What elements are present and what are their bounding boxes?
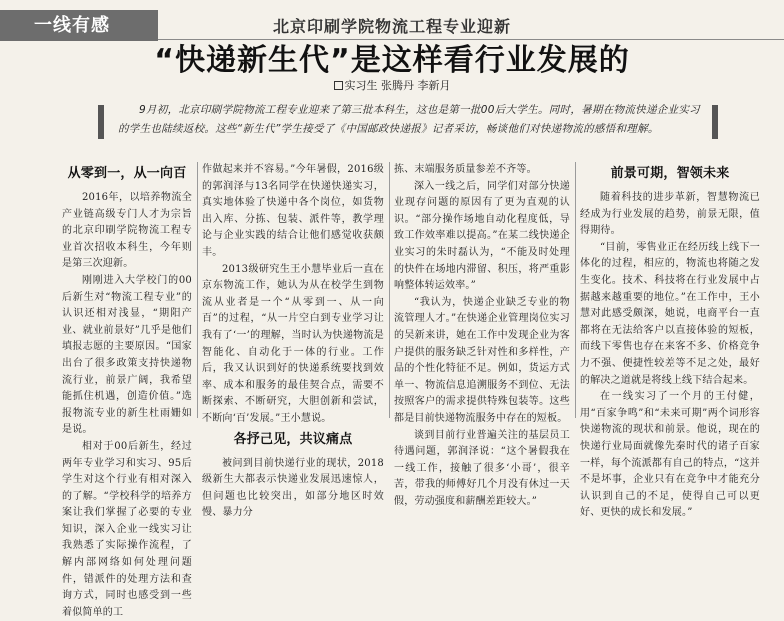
paragraph: 在一线实习了一个月的王付健，用“百家争鸣”和“未来可期”两个词形容快递物流的现状和前景。他说，现在的快递行业局面就像先秦时代的诸子百家一样，每个流派都有自己的特点，“这并不是坏事，企业只有在竞争中才能充分认识到自己的不足，使得自己可以更好、更快的成长和发展。” (580, 391, 760, 519)
subheading-2: 各抒己见，共议痛点 (233, 431, 353, 447)
column-divider (575, 162, 576, 418)
paragraph: 作做起来并不容易。”今年暑假，2016级的郭润泽与13名同学在快递快递实习，真实地体验了快递中各个岗位，如货物出入库、分拣、包装、派件等，教学理论与企业实践的结合让他们感觉收获颇丰。 (202, 164, 384, 258)
kicker-title: 北京印刷学院物流工程专业迎新 (272, 17, 511, 36)
column-1 (62, 162, 192, 621)
subheading-3: 前景可期，智领未来 (610, 166, 730, 181)
byline-text: 实习生 张腾丹 李新月 (344, 79, 451, 92)
lead-box (98, 101, 718, 149)
paragraph: 随着科技的进步革新，智慧物流已经成为行业发展的趋势，前景无限，值得期待。 (580, 192, 760, 237)
paragraph: 拣、末端服务质量参差不齐等。 (394, 164, 537, 175)
section-tag: 一线有感 (0, 10, 158, 41)
paragraph: 相对于00后新生，经过两年专业学习和实习、95后学生对这个行业有相对深入的了解。“学校科学的培养方案让我们掌握了必要的专业知识，深入企业一线实习让我熟悉了实际操作流程，了解内部网络如何处理问题件，错派件的处理方法和查询方式，同时也感受到一些着似简单的工 (62, 440, 192, 618)
lead-paragraph: 9月初，北京印刷学院物流工程专业迎来了第三批本科生，这也是第一批00后大学生。同时，暑期在物流快递企业实习的学生也陆续返校。这些“新生代”学生接受了《中国邮政快递报》记者采访，畅谈他们对快递物流的感悟和理解。 (118, 104, 700, 135)
subheading-1: 从零到一，从一向百 (67, 166, 187, 181)
paragraph: 谈到目前行业普遍关注的基层员工待遇问题，郭润泽说：“这个暑假我在一线工作，接触了很多‘小哥’，很辛苦，带我的师傅好几个月没有休过一天假，劳动强度和薪酬差距较大。” (394, 429, 570, 507)
column-divider (197, 162, 198, 418)
paragraph: 刚刚进入大学校门的00后新生对“物流工程专业”的认识还相对浅显，“期阳产业、就业前景好”几乎是他们填报志愿的主要原因。“国家出台了很多政策支持快递物流行业，前景广阔，我希望能抓住机遇，创造价值。”选报物流专业的新生杜雨姗如是说。 (62, 274, 192, 436)
paragraph: 深入一线之后，同学们对部分快递业现存问题的原因有了更为直观的认识。“部分操作场地自动化程度低，导致工作效率难以提高。”在某二线快递企业实习的朱时磊认为，“不能及时处理的快件在场地内滞留、积压，将严重影响整体转运效率。” (394, 180, 570, 292)
headline: “快递新生代”是这样看行业发展的 (154, 43, 630, 78)
paragraph: “我认为，快递企业缺乏专业的物流管理人才。”在快递企业管理岗位实习的吴新来讲，她在工作中发现企业为客户提供的服务缺乏针对性和多样性，产品的个性化特征不足。例如，货运方式单一、物流信息追溯服务不到位、无法按照客户的需求提供特殊包装等。这些都是目前快递物流服务中存在的短板。 (394, 296, 570, 424)
column-2 (202, 162, 384, 522)
byline (0, 77, 784, 93)
paragraph: 2013级研究生王小慧毕业后一直在京东物流工作，她认为从在校学生到物流从业者是一个“从零到一、从一向百”的过程，“从一片空白到专业学习让我有了‘一’的理解，当时认为快递物流是智能化、自动化于一体的行业。工作后，我又认识到好的快递系统要找到效率、成本和服务的最佳契合点，需要不断探索、不断研究，大胆创新和尝试，不断向‘百’发展。”王小慧说。 (202, 263, 384, 424)
right-bar-decoration (712, 105, 718, 139)
column-divider (389, 162, 390, 418)
paragraph: 2016年，以培养物流全产业链高级专门人才为宗旨的北京印刷学院物流工程专业首次招收本科生，今年则是第三次迎新。 (62, 192, 192, 270)
square-icon (334, 81, 343, 90)
column-3 (394, 162, 570, 510)
left-bar-decoration (98, 105, 104, 139)
paragraph: 被问到目前快递行业的现状，2018级新生大都表示快递业发展迅速惊人，但问题也比较突出，如部分地区时效慢、暴力分 (202, 457, 384, 519)
column-4 (580, 162, 760, 522)
paragraph: “目前，零售业正在经历线上线下一体化的过程，相应的，物流也将随之发生变化。技术、科技将在行业发展中占据越来越重要的地位。”在工作中，王小慧对此感受颇深，她说，电商平台一直都将在无法给客户以直接体验的短板，而线下零售也存在来客不多、价格竞争力不强、便捷性较差等不足之处，最好的解决之道就是将线上线下结合起来。 (580, 241, 760, 386)
